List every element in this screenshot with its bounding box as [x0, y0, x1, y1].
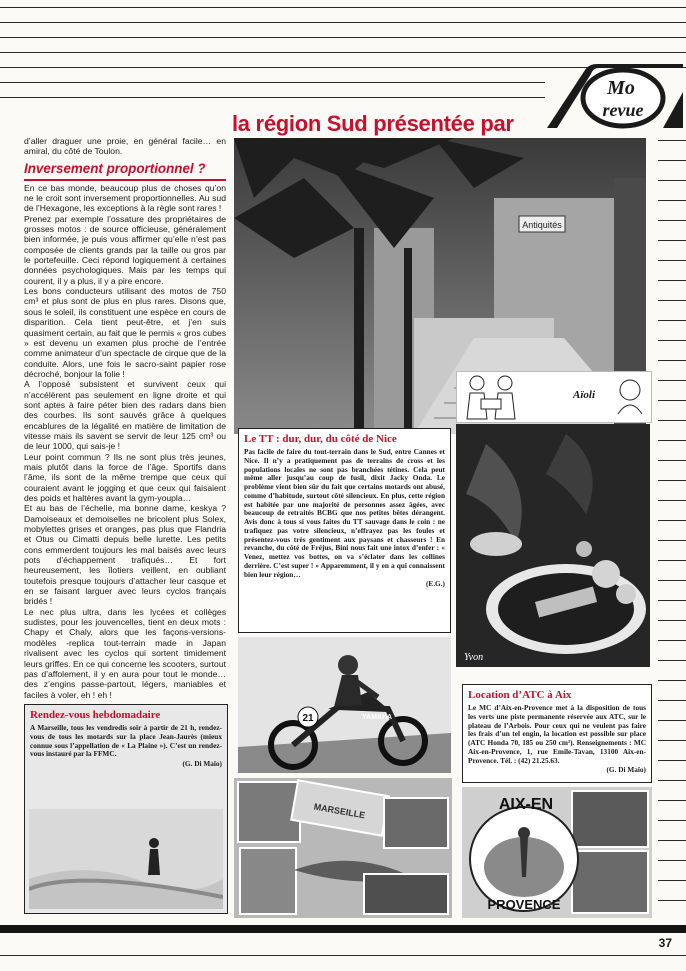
side-rule — [658, 280, 686, 281]
side-rule — [658, 360, 686, 361]
figures-illustration — [461, 373, 521, 421]
side-rule — [658, 220, 686, 221]
motocross-photo — [238, 637, 451, 773]
side-rule — [658, 820, 686, 821]
side-rule — [658, 140, 686, 141]
top-rule — [0, 37, 686, 38]
side-rule — [658, 200, 686, 201]
side-rule — [658, 440, 686, 441]
paragraph: Leur point commun ? Ils ne sont plus très jeunes, mais plutôt dans la force de l’âge. Sportifs dans l’âme, ils sont de la même trempe que ceux qui couraient avant le jogging et que ceux qui faisaient des poids et haltères avant la gym-youpla… — [24, 451, 226, 503]
tt-article — [238, 428, 451, 633]
top-rule — [0, 82, 545, 83]
atc-article — [462, 684, 652, 783]
top-rule — [0, 7, 686, 8]
tt-article-body: Pas facile de faire du tout-terrain dans le Sud, entre Cannes et Nice. Il n’y a pratiquement pas de terrains de cross et les populations locales ne sont pas branchées tétines. Cela peut même aller jusqu’au coup de fusil, dixit Jacky Onda. Le problème vient bien sûr du fait que certains motards ont abusé, comme d’habitude, surtout côté silencieux. En plus, cette région est habitée par une majorité de personnes assez âgées, avec beaucoup de retraités BCBG que nos petites bêtes dérangent. Avis donc à tous si vous faites du TT sauvage dans le coin : ne trafiquez pas votre silencieux, n’effrayez pas les foules et présentez-vous très gentiment aux paysans et chasseurs ! En revanche, du côté de Fréjus, Bini nous fait une intox d’enfer : « Venez, mettez vos bottes, on va s’éclater dans les collines derrière. C’est super ! » Apparemment, il y en a qui connaissent bien leur région… — [244, 447, 445, 579]
atc-article-title: Location d’ATC à Aix — [468, 689, 572, 701]
rdv-article-credit: (G. Di Maïo) — [182, 759, 222, 768]
side-rule — [658, 620, 686, 621]
aix-en-text: AIX-EN — [498, 796, 554, 813]
side-rule — [658, 860, 686, 861]
side-rule — [658, 640, 686, 641]
side-rule — [658, 740, 686, 741]
side-rule — [658, 180, 686, 181]
motocross-illustration — [238, 637, 451, 773]
beach-illustration — [29, 809, 223, 909]
marseille-text: MARSEILLE — [313, 801, 366, 821]
provence-text: PROVENCE — [487, 897, 561, 912]
bike-number: 21 — [302, 713, 314, 724]
side-rule — [658, 480, 686, 481]
side-rule — [658, 160, 686, 161]
rdv-article-title: Rendez-vous hebdomadaire — [30, 709, 161, 721]
postcards-illustration — [234, 778, 452, 918]
paragraph: A l’opposé subsistent et survivent ceux qui n’accélèrent pas seulement en ligne droite et qui sont aptes à faire péter bien des radars dans bien des courbes. Ils sont sauvés grâce à quelques encablures de la légalité en matière de limitation de vitesse mais ils savent se servir de leur 125 cm³ ou de leur 1000, qui sais-je ! — [24, 379, 226, 452]
rdv-article-body: A Marseille, tous les vendredis soir à partir de 21 h, rendez-vous de tous les motards sur la place Jean-Jaurès (mieux connue sous l’appellation de « La Plaine »). C’est un rendez-vous instauré par la FFMC. — [30, 723, 222, 759]
top-rule — [0, 52, 686, 53]
side-rule — [658, 760, 686, 761]
side-rule — [658, 380, 686, 381]
page-number: 37 — [658, 936, 672, 950]
svg-text:Mo: Mo — [607, 77, 635, 99]
side-rule — [658, 720, 686, 721]
rdv-article — [24, 704, 228, 914]
paragraph: Prenez par exemple l’ossature des propriétaires de grosses motos : de source officieuse, généralement bien informée, je puis vous affirmer qu’elle n’est pas composée de clients grands par la taille ou gros par le portefeuille. Ceci répond logiquement à certaines données psychologiques. Mais par les temps qui courent, il y a plus, il y a pire encore. — [24, 213, 226, 286]
aioli-illustration — [456, 371, 652, 423]
tt-article-credit: (E.G.) — [425, 579, 445, 589]
side-rule — [658, 320, 686, 321]
svg-text:revue: revue — [602, 100, 644, 120]
side-rule — [658, 240, 686, 241]
bottom-rule — [0, 955, 686, 956]
moto-revue-logo — [545, 62, 685, 130]
side-rule — [658, 500, 686, 501]
side-rule — [658, 600, 686, 601]
side-rule — [658, 900, 686, 901]
footer-bar — [0, 925, 686, 933]
artist-signature: Yvon — [464, 652, 484, 663]
top-rule — [0, 97, 545, 98]
side-rule — [658, 780, 686, 781]
side-rule — [658, 680, 686, 681]
side-rule — [658, 880, 686, 881]
side-rule — [658, 660, 686, 661]
aix-postcard-illustration — [462, 787, 652, 918]
side-rule — [658, 300, 686, 301]
side-rule — [658, 400, 686, 401]
side-rule — [658, 420, 686, 421]
top-rule — [0, 22, 686, 23]
side-rule — [658, 800, 686, 801]
aioli-label: Aïoli — [573, 389, 596, 401]
side-rule — [658, 580, 686, 581]
side-rule — [658, 260, 686, 261]
paragraph: Et au bas de l’échelle, ma bonne dame, keskya ? Damoiseaux et demoiselles ne bricolent plus Solex, mobylettes grises et oranges, pas plus que Flandria et Otus ou Cimatti depuis belle lurette. Les petits cons emmerdent toujours les mal baisés avec leurs pots d’échappement trafiqués… Et fort heureusement, les îlotiers veillent, en oubliant toutefois presque toujours d’attacher leur casque et en se faisant larguer avec leurs cyclos français bridés ! — [24, 503, 226, 607]
side-rule — [658, 840, 686, 841]
atc-article-credit: (G. Di Maïo) — [606, 765, 646, 775]
page-title: la région Sud présentée par — [232, 111, 514, 136]
side-rule — [658, 340, 686, 341]
side-rule — [658, 540, 686, 541]
section-heading: Inversement proportionnel ? — [24, 161, 226, 181]
intro-text: d’aller draguer une proie, en général facile… en amiral, du côté de Toulon. — [24, 136, 226, 157]
antiques-sign: Antiquités — [522, 220, 562, 230]
side-rule — [658, 460, 686, 461]
atc-article-body: Le MC d’Aix-en-Provence met à la disposition de tous les verts une piste permanente réservée aux ATC, sur le plateau de l’Arbois. Pour ceux qui ne veulent pas faire les frais d’un tel engin, la location est possible sur place (ATC Honda 70, 185 ou 250 cm³). Renseignements : MC Aix-en-Provence, 1, rue Emile-Tavan, 13100 Aix-en-Provence. Tél. : (42) 21.25.63. — [468, 703, 646, 765]
side-rule — [658, 560, 686, 561]
aioli-plate-illustration — [456, 424, 650, 667]
bike-brand: YAMAHA — [362, 714, 393, 721]
aix-postcard — [462, 787, 652, 918]
marseille-postcards — [234, 778, 452, 918]
tt-article-title: Le TT : dur, dur, du côté de Nice — [244, 433, 397, 445]
mascot-illustration — [613, 376, 647, 416]
paragraph: En ce bas monde, beaucoup plus de choses qu’on ne le croit sont inversement proportionnelles. Au sud de l’Hexagone, les exceptions à la règle sont rares ! — [24, 182, 226, 214]
article-column — [24, 136, 226, 700]
paragraph: Les bons conducteurs utilisant des motos de 750 cm³ et plus sont de plus en plus rares. Disons que, sous le soleil, ils constituent une espèce en cours de disparition. Cela tient peut-être, et j’en suis quasiment certain, au fait que le permis « gros cubes » est devenu un examen plus proche de l’entrée comme animateur d’un spectacle de cirque que de la conduite. Alors, une fois le sacro-saint papier rose décroché, bonjour la folie ! — [24, 286, 226, 379]
side-rule — [658, 520, 686, 521]
aioli-photo — [456, 424, 650, 667]
paragraph: Le nec plus ultra, dans les lycées et collèges sudistes, pour les jouvencelles, tient en deux mots : Chapy et Chaly, alors que les façons-versions-modèles -replica tout-terrain made in Japan rivalisent avec les cyclos qui sortent timidement leurs griffes. En ce qui concerne les scooters, surtout pas d’affolement, il y en aura pour tout le monde… des z’engins passe-partout, légers, maniables et faciles à voler, eh ! eh ! — [24, 606, 226, 700]
side-rule — [658, 700, 686, 701]
